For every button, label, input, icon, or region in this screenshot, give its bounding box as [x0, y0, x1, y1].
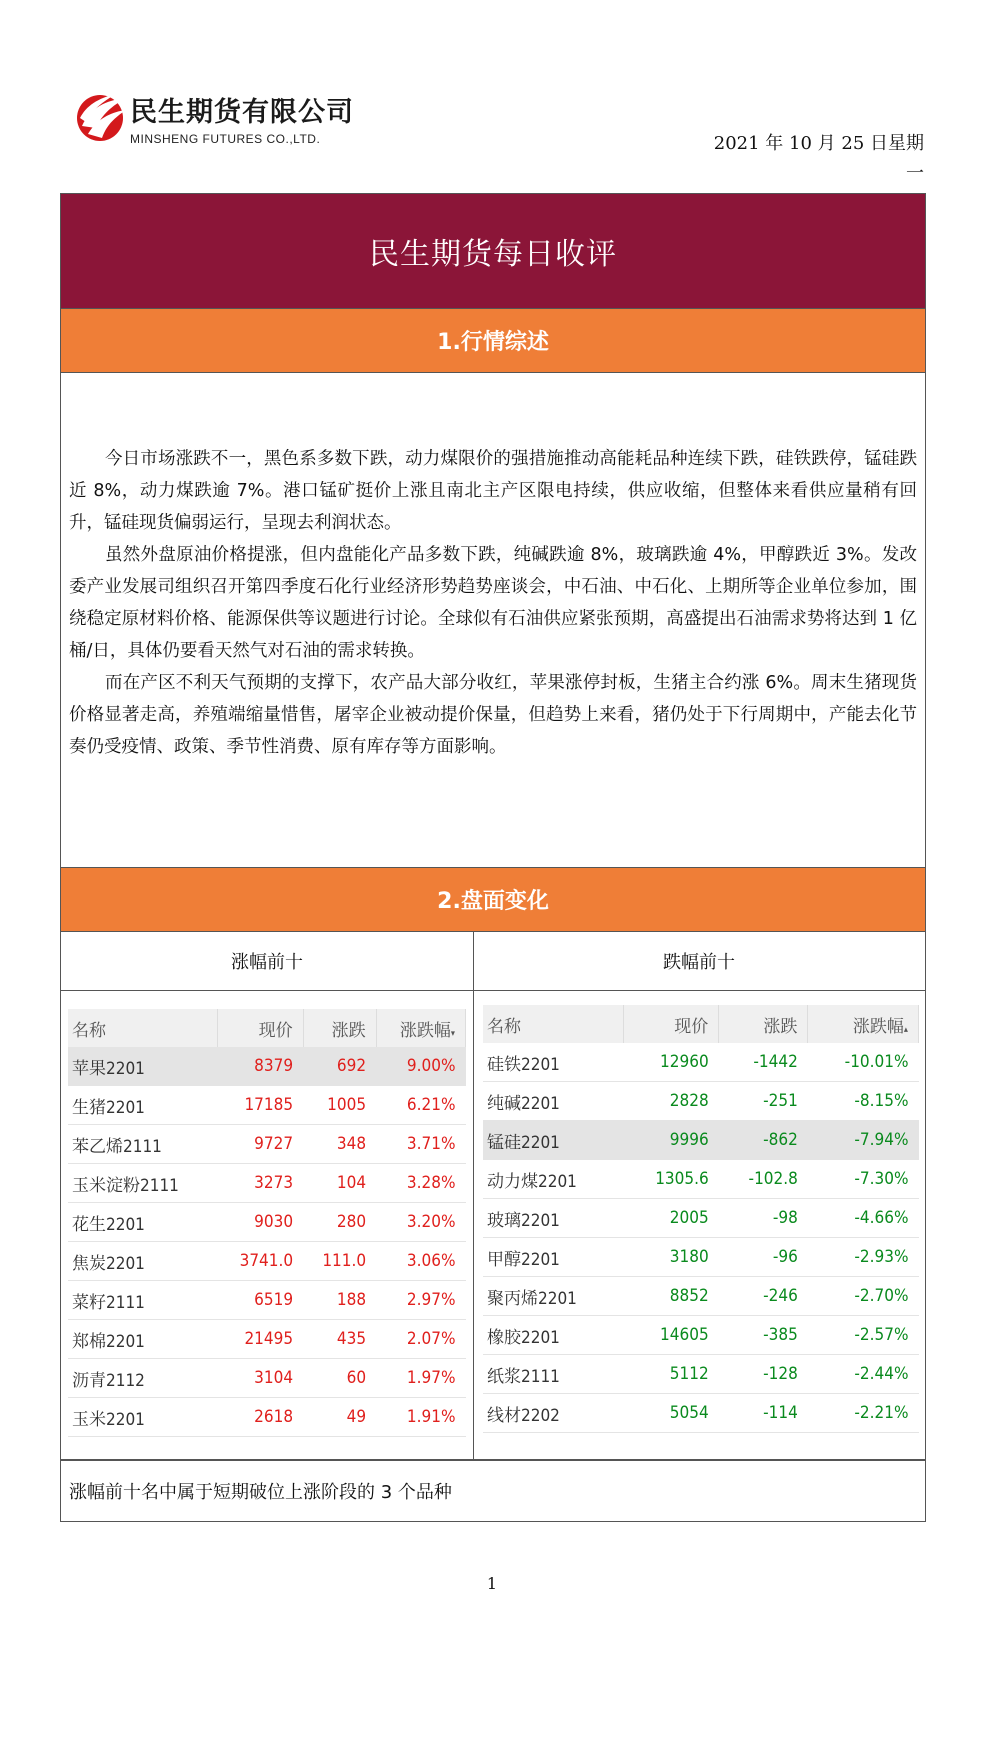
- contract-name: 硅铁2201: [483, 1043, 623, 1082]
- col-header-price: 现价: [623, 1005, 718, 1043]
- section2-heading-band: [60, 868, 926, 932]
- price-cell: 6519: [217, 1281, 303, 1320]
- price-cell: 12960: [623, 1043, 718, 1082]
- col-header-name: 名称: [68, 1009, 217, 1047]
- minsheng-logo-icon: [76, 88, 128, 144]
- pct-cell: 2.07%: [376, 1320, 465, 1359]
- pct-cell: -10.01%: [808, 1043, 919, 1082]
- contract-name: 锰硅2201: [483, 1121, 623, 1160]
- change-cell: -246: [719, 1277, 808, 1316]
- table-row: [483, 1082, 919, 1121]
- contract-name: 花生2201: [68, 1203, 217, 1242]
- table-row: [483, 1277, 919, 1316]
- contract-name: 苯乙烯2111: [68, 1125, 217, 1164]
- change-cell: -862: [719, 1121, 808, 1160]
- price-cell: 3180: [623, 1238, 718, 1277]
- change-cell: -385: [719, 1316, 808, 1355]
- table-row: [68, 1242, 466, 1281]
- change-cell: -251: [719, 1082, 808, 1121]
- table-row: [68, 1203, 466, 1242]
- change-cell: -96: [719, 1238, 808, 1277]
- pct-cell: -2.70%: [808, 1277, 919, 1316]
- pct-cell: -2.57%: [808, 1316, 919, 1355]
- price-cell: 5112: [623, 1355, 718, 1394]
- table-row: [68, 1164, 466, 1203]
- pct-cell: -7.94%: [808, 1121, 919, 1160]
- section1-heading: 1.行情综述: [437, 330, 549, 355]
- contract-name: 玉米2201: [68, 1398, 217, 1437]
- contract-name: 生猪2201: [68, 1086, 217, 1125]
- change-cell: -98: [719, 1199, 808, 1238]
- report-weekday: 一: [906, 163, 924, 184]
- price-cell: 8379: [217, 1047, 303, 1086]
- contract-name: 纯碱2201: [483, 1082, 623, 1121]
- change-cell: 692: [303, 1047, 376, 1086]
- market-changes: [60, 932, 926, 1460]
- market-summary: [60, 373, 926, 868]
- report-title: 民生期货每日收评: [369, 237, 617, 272]
- price-cell: 9727: [217, 1125, 303, 1164]
- change-cell: 348: [303, 1125, 376, 1164]
- pct-cell: 2.97%: [376, 1281, 465, 1320]
- page-number: 1: [486, 1574, 498, 1593]
- change-cell: 188: [303, 1281, 376, 1320]
- contract-name: 动力煤2201: [483, 1160, 623, 1199]
- contract-name: 橡胶2201: [483, 1316, 623, 1355]
- change-cell: -102.8: [719, 1160, 808, 1199]
- contract-name: 苹果2201: [68, 1047, 217, 1086]
- col-header-price: 现价: [217, 1009, 303, 1047]
- price-cell: 3273: [217, 1164, 303, 1203]
- table-row: [483, 1160, 919, 1199]
- col-header-pct: 涨跌幅▾: [376, 1009, 465, 1047]
- table-row: [483, 1121, 919, 1160]
- table-header-row: [483, 1005, 919, 1043]
- summary-paragraph: 今日市场涨跌不一，黑色系多数下跌，动力煤限价的强措施推动高能耗品种连续下跌，硅铁跌停，锰硅跌近 8%，动力煤跌逾 7%。港口锰矿挺价上涨且南北主产区限电持续，供应收缩，但整体来看供应量稍有回升，锰硅现货偏弱运行，呈现去利润状态。: [69, 449, 917, 533]
- table-row: [483, 1355, 919, 1394]
- table-row: [483, 1316, 919, 1355]
- pct-cell: 6.21%: [376, 1086, 465, 1125]
- contract-name: 玉米淀粉2111: [68, 1164, 217, 1203]
- change-cell: 1005: [303, 1086, 376, 1125]
- contract-name: 郑棉2201: [68, 1320, 217, 1359]
- pct-cell: -8.15%: [808, 1082, 919, 1121]
- pct-cell: 3.71%: [376, 1125, 465, 1164]
- contract-name: 甲醇2201: [483, 1238, 623, 1277]
- table-row: [483, 1394, 919, 1433]
- change-cell: -114: [719, 1394, 808, 1433]
- table-row: [68, 1281, 466, 1320]
- pct-cell: 3.28%: [376, 1164, 465, 1203]
- col-header-change: 涨跌: [719, 1005, 808, 1043]
- pct-cell: 3.06%: [376, 1242, 465, 1281]
- company-name-cn: 民生期货有限公司: [130, 97, 354, 128]
- change-cell: 60: [303, 1359, 376, 1398]
- price-cell: 9996: [623, 1121, 718, 1160]
- pct-cell: -2.21%: [808, 1394, 919, 1433]
- section1-heading-band: [60, 309, 926, 373]
- pct-cell: 3.20%: [376, 1203, 465, 1242]
- report-title-band: [60, 193, 926, 309]
- price-cell: 2828: [623, 1082, 718, 1121]
- section2-heading: 2.盘面变化: [437, 889, 549, 914]
- change-cell: 280: [303, 1203, 376, 1242]
- losers-title: 跌幅前十: [663, 952, 735, 973]
- gainers-table: [68, 1009, 466, 1437]
- change-cell: 435: [303, 1320, 376, 1359]
- change-cell: 111.0: [303, 1242, 376, 1281]
- contract-name: 线材2202: [483, 1394, 623, 1433]
- table-row: [483, 1199, 919, 1238]
- table-row: [483, 1043, 919, 1082]
- change-cell: 104: [303, 1164, 376, 1203]
- gainers-note: 涨幅前十名中属于短期破位上涨阶段的 3 个品种: [60, 1460, 926, 1522]
- pct-cell: -2.44%: [808, 1355, 919, 1394]
- column-divider: [473, 990, 474, 1460]
- price-cell: 1305.6: [623, 1160, 718, 1199]
- col-header-name: 名称: [483, 1005, 623, 1043]
- change-cell: -128: [719, 1355, 808, 1394]
- contract-name: 焦炭2201: [68, 1242, 217, 1281]
- price-cell: 2618: [217, 1398, 303, 1437]
- contract-name: 菜籽2111: [68, 1281, 217, 1320]
- price-cell: 21495: [217, 1320, 303, 1359]
- table-row: [68, 1125, 466, 1164]
- contract-name: 纸浆2111: [483, 1355, 623, 1394]
- losers-table: [483, 1005, 919, 1433]
- price-cell: 9030: [217, 1203, 303, 1242]
- header-divider: [61, 990, 925, 991]
- contract-name: 玻璃2201: [483, 1199, 623, 1238]
- summary-paragraph: 虽然外盘原油价格提涨，但内盘能化产品多数下跌，纯碱跌逾 8%，玻璃跌逾 4%，甲醇跌近 3%。发改委产业发展司组织召开第四季度石化行业经济形势趋势座谈会，中石油、中石化、上期所等企业单位参加，围绕稳定原材料价格、能源保供等议题进行讨论。全球似有石油供应紧张预期，高盛提出石油需求势将达到 1 亿桶/日，具体仍要看天然气对石油的需求转换。: [69, 545, 917, 661]
- sort-desc-icon: ▾: [450, 1028, 455, 1039]
- pct-cell: -4.66%: [808, 1199, 919, 1238]
- company-logo: [76, 86, 376, 156]
- col-header-change: 涨跌: [303, 1009, 376, 1047]
- table-row: [483, 1238, 919, 1277]
- table-row: [68, 1398, 466, 1437]
- pct-cell: 1.97%: [376, 1359, 465, 1398]
- price-cell: 14605: [623, 1316, 718, 1355]
- summary-paragraph: 而在产区不利天气预期的支撑下，农产品大部分收红，苹果涨停封板，生猪主合约涨 6%。周末生猪现货价格显著走高，养殖端缩量惜售，屠宰企业被动提价保量，但趋势上来看，猪仍处于下行周期中，产能去化节奏仍受疫情、政策、季节性消费、原有库存等方面影响。: [69, 673, 917, 757]
- pct-cell: 9.00%: [376, 1047, 465, 1086]
- contract-name: 聚丙烯2201: [483, 1277, 623, 1316]
- pct-cell: 1.91%: [376, 1398, 465, 1437]
- table-row: [68, 1086, 466, 1125]
- price-cell: 8852: [623, 1277, 718, 1316]
- price-cell: 3741.0: [217, 1242, 303, 1281]
- column-divider: [473, 932, 474, 990]
- col-header-pct: 涨跌幅▴: [808, 1005, 919, 1043]
- pct-cell: -7.30%: [808, 1160, 919, 1199]
- table-row: [68, 1320, 466, 1359]
- sort-asc-icon: ▴: [903, 1024, 908, 1035]
- report-frame: [60, 193, 926, 1522]
- table-header-row: [68, 1009, 466, 1047]
- price-cell: 5054: [623, 1394, 718, 1433]
- table-row: [68, 1359, 466, 1398]
- price-cell: 17185: [217, 1086, 303, 1125]
- table-row: [68, 1047, 466, 1086]
- change-cell: 49: [303, 1398, 376, 1437]
- contract-name: 沥青2112: [68, 1359, 217, 1398]
- report-date: 2021 年 10 月 25 日星期: [713, 133, 924, 154]
- price-cell: 3104: [217, 1359, 303, 1398]
- change-cell: -1442: [719, 1043, 808, 1082]
- pct-cell: -2.93%: [808, 1238, 919, 1277]
- company-name-en: MINSHENG FUTURES CO.,LTD.: [130, 132, 321, 146]
- price-cell: 2005: [623, 1199, 718, 1238]
- gainers-title: 涨幅前十: [231, 952, 303, 973]
